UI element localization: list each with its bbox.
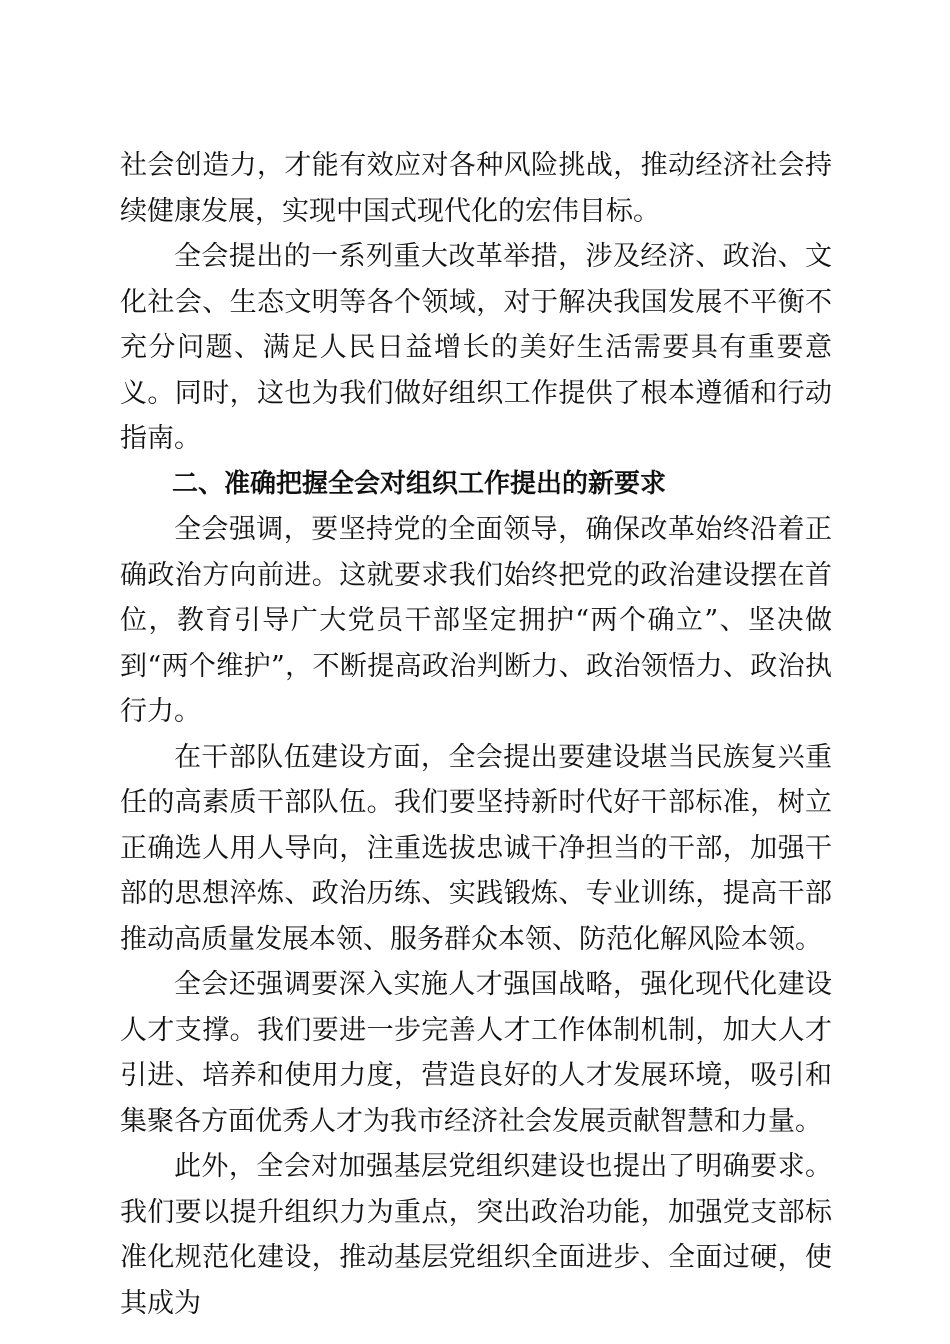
paragraph-grassroots-party: 此外，全会对加强基层党组织建设也提出了明确要求。我们要以提升组织力为重点，突出政治功能，加强党支部标准化规范化建设，推动基层党组织全面进步、全面过硬，使其成为 [120, 1151, 832, 1319]
document-body [120, 143, 832, 1326]
paragraph-talent-strategy: 全会还强调要深入实施人才强国战略，强化现代化建设人才支撑。我们要进一步完善人才工作体制机制，加大人才引进、培养和使用力度，营造良好的人才发展环境，吸引和集聚各方面优秀人才为我市经济社会发展贡献智慧和力量。 [120, 969, 832, 1137]
paragraph-cadre-team: 在干部队伍建设方面，全会提出要建设堪当民族复兴重任的高素质干部队伍。我们要坚持新时代好干部标准，树立正确选人用人导向，注重选拔忠诚干净担当的干部，加强干部的思想淬炼、政治历练、实践锻炼、专业训练，提高干部推动高质量发展本领、服务群众本领、防范化解风险本领。 [120, 741, 832, 955]
paragraph-continuation: 社会创造力，才能有效应对各种风险挑战，推动经济社会持续健康发展，实现中国式现代化的宏伟目标。 [120, 150, 832, 227]
paragraph-reform-measures: 全会提出的一系列重大改革举措，涉及经济、政治、文化社会、生态文明等各个领域，对于解决我国发展不平衡不充分问题、满足人民日益增长的美好生活需要具有重要意义。同时，这也为我们做好组织工作提供了根本遵循和行动指南。 [120, 241, 832, 454]
paragraph-party-leadership: 全会强调，要坚持党的全面领导，确保改革始终沿着正确政治方向前进。这就要求我们始终把党的政治建设摆在首位，教育引导广大党员干部坚定拥护“两个确立”、坚决做到“两个维护”，不断提高政治判断力、政治领悟力、政治执行力。 [120, 514, 832, 727]
section-heading-2: 二、准确把握全会对组织工作提出的新要求 [172, 468, 667, 499]
